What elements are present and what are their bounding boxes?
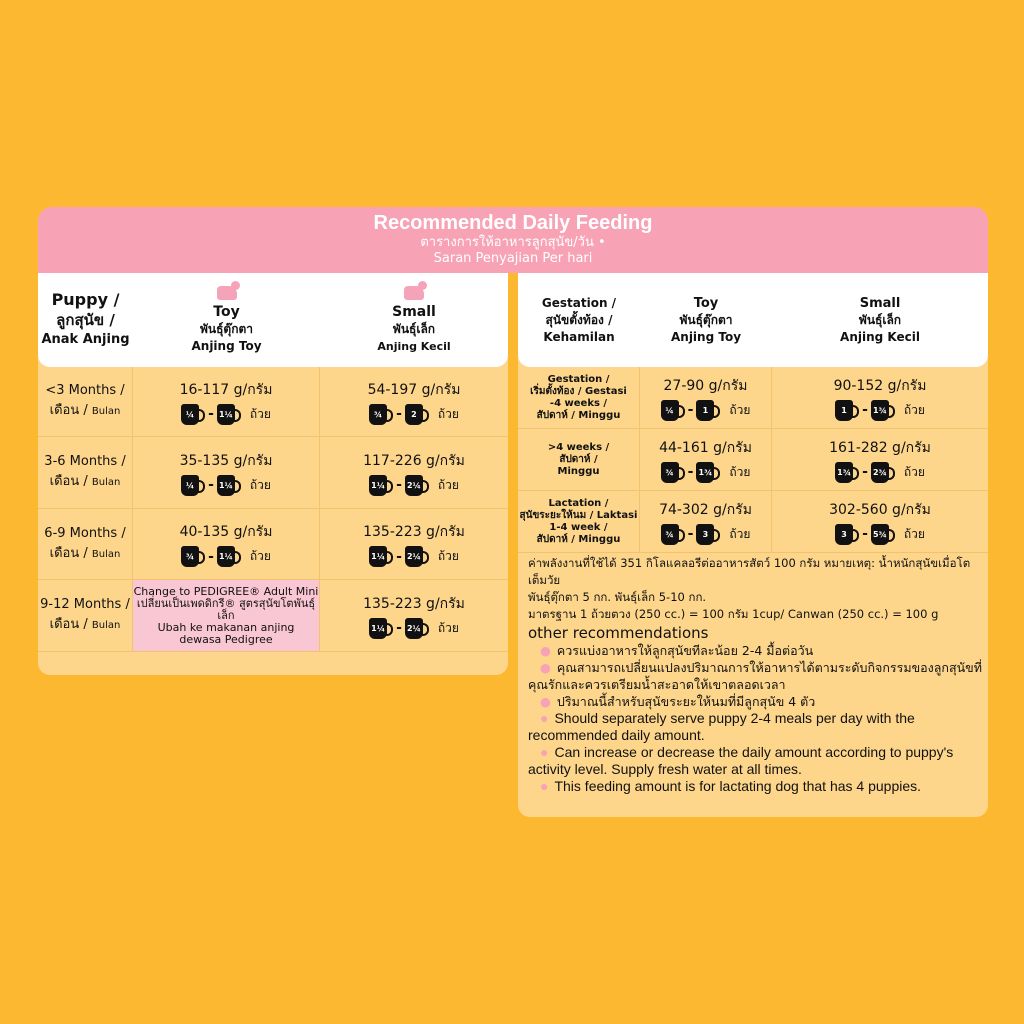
dash: -: [208, 548, 214, 565]
bullet-icon: ●: [540, 744, 549, 760]
cup-icon: 2¼: [405, 618, 423, 639]
toy-cell: [640, 429, 772, 490]
col-label: Small: [859, 295, 901, 311]
col-toy: [133, 273, 320, 367]
cup-icon: ¾: [661, 524, 679, 545]
cup-icon: 2: [405, 404, 423, 425]
recommendation-item: [528, 744, 983, 778]
dash: -: [862, 402, 868, 418]
cup-unit: ถ้วย: [249, 477, 271, 492]
toy-cell: [133, 437, 320, 508]
cup-icon: 1¾: [835, 462, 853, 483]
cup-note: มาตรฐาน 1 ถ้วยตวง (250 cc.) = 100 กรัม 1cup/ Canwan (250 cc.) = 100 g: [528, 607, 939, 621]
stage-label: สุนัขระยะให้นม / Laktasi: [519, 509, 638, 521]
cup-unit: ถ้วย: [249, 549, 271, 563]
col-label: พันธุ์เล็ก: [392, 321, 436, 336]
table-row: [518, 491, 988, 553]
cup-range: [369, 404, 459, 425]
col-label: พันธุ์ตุ๊กตา: [679, 312, 733, 327]
toy-cell: [640, 491, 772, 552]
recommendations-list: [528, 642, 983, 795]
table-row: [518, 367, 988, 429]
cup-icon: 1¼: [217, 546, 235, 567]
recommendation-item: [528, 693, 983, 710]
cup-icon: 3: [696, 524, 714, 545]
table-row: [38, 580, 508, 652]
dash: -: [862, 526, 868, 542]
stage-label: >4 weeks /: [547, 441, 610, 453]
cup-unit: ถ้วย: [903, 526, 925, 541]
small-cell: [320, 367, 508, 436]
unit-id: Bulan: [91, 620, 121, 631]
cup-icon: 1¼: [369, 546, 387, 567]
stage-label: 1-4 week /: [549, 521, 608, 533]
grams: 40-135 g/กรัม: [179, 524, 273, 540]
col-label: Small: [392, 303, 436, 320]
dash: -: [687, 464, 694, 480]
notes: [528, 555, 983, 795]
table-row: [38, 367, 508, 437]
cup-range: [661, 462, 751, 483]
unit-id: Bulan: [91, 477, 121, 488]
cup-icon: 1¼: [217, 404, 235, 425]
dash: -: [396, 406, 402, 422]
col-label: Puppy /: [51, 290, 120, 309]
col-label: สุนัขตั้งท้อง /: [545, 312, 613, 327]
stage-label: Gestation /: [547, 373, 610, 385]
bullet-icon: ●: [540, 710, 549, 726]
table-row: [518, 429, 988, 491]
title-banner: [38, 207, 988, 273]
bullet-icon: ●: [540, 660, 551, 675]
cup-range: [835, 524, 925, 545]
toy-cell: [640, 367, 772, 428]
stage-label: Minggu: [557, 465, 600, 477]
unit-th: เดือน /: [49, 545, 88, 561]
cup-icon: 1¾: [871, 400, 889, 421]
col-label: Kehamilan: [543, 329, 615, 344]
age-cell: [38, 580, 133, 651]
cup-icon: 1¼: [217, 475, 235, 496]
dash: -: [687, 526, 694, 542]
cup-unit: ถ้วย: [729, 464, 751, 479]
unit-th: เดือน /: [49, 617, 88, 632]
cup-icon: 1¼: [369, 475, 387, 496]
grams: 74-302 g/กรัม: [659, 501, 752, 518]
table-row: [38, 509, 508, 580]
puppy-table-header: [38, 273, 508, 367]
small-cell: [320, 580, 508, 651]
small-cell: [772, 491, 988, 552]
cup-range: [369, 618, 459, 639]
grams: 16-117 g/กรัม: [179, 381, 273, 398]
grams: 90-152 g/กรัม: [833, 377, 927, 394]
unit-th: เดือน /: [49, 474, 88, 489]
cup-icon: 1: [696, 400, 714, 421]
cup-unit: ถ้วย: [903, 464, 925, 479]
dog-icon: [404, 286, 424, 300]
cup-range: [661, 524, 751, 545]
col-label: Toy: [693, 295, 719, 311]
unit-th: เดือน /: [49, 403, 88, 418]
recommendation-item: [528, 642, 983, 659]
stage-label: เริ่มตั้งท้อง / Gestasi: [530, 385, 627, 397]
cup-range: [369, 546, 459, 567]
grams: 27-90 g/กรัม: [663, 377, 748, 394]
age: <3 Months /: [45, 383, 125, 398]
dash: -: [208, 406, 214, 422]
col-label: พันธุ์เล็ก: [858, 312, 902, 327]
puppy-table: [38, 273, 508, 675]
age: 3-6 Months /: [44, 454, 126, 469]
cup-range: [181, 404, 271, 425]
note-line: Change to PEDIGREE® Adult Mini: [133, 584, 319, 598]
col-label: Anjing Kecil: [377, 339, 451, 353]
cup-icon: ¼: [661, 400, 679, 421]
age-cell: [38, 509, 133, 579]
col-label: Gestation /: [541, 295, 617, 310]
cup-icon: ¾: [661, 462, 679, 483]
grams: 44-161 g/กรัม: [659, 439, 752, 456]
grams: 117-226 g/กรัม: [363, 452, 465, 469]
dash: -: [396, 620, 402, 636]
stage-label: สัปดาห์ / Minggu: [536, 409, 621, 421]
dog-icon: [217, 286, 237, 300]
toy-cell: [133, 367, 320, 436]
recommendation-text: ควรแบ่งอาหารให้ลูกสุนัขทีละน้อย 2-4 มื้อต่อวัน: [556, 643, 814, 658]
cup-range: [661, 400, 751, 421]
note-line: เปลี่ยนเป็นเพดดิกรี® สูตรสุนัขโตพันธุ์เล็ก: [136, 596, 316, 622]
cup-icon: ¾: [181, 546, 199, 567]
col-label: Anjing Toy: [670, 329, 742, 344]
small-cell: [772, 367, 988, 428]
stage-label: -4 weeks /: [549, 397, 608, 409]
grams: 161-282 g/กรัม: [829, 439, 931, 456]
grams: 35-135 g/กรัม: [179, 452, 273, 469]
cup-unit: ถ้วย: [729, 402, 751, 417]
recommendation-item: [528, 778, 983, 795]
dash: -: [687, 402, 694, 418]
cup-icon: 1: [835, 400, 853, 421]
toy-note-cell: [133, 580, 320, 651]
cup-icon: ¾: [369, 404, 387, 425]
dash: -: [396, 477, 402, 493]
cup-icon: 1¼: [369, 618, 387, 639]
age-cell: [38, 367, 133, 436]
recommendation-text: Should separately serve puppy 2-4 meals per day with the recommended daily amount.: [528, 710, 915, 743]
col-small: [772, 273, 988, 367]
cup-range: [835, 462, 925, 483]
dash: -: [208, 477, 214, 493]
recommendation-text: Can increase or decrease the daily amount according to puppy's activity level. Supply fresh water at all times.: [528, 744, 954, 777]
grams: 302-560 g/กรัม: [829, 501, 931, 518]
col-label: Anjing Toy: [191, 338, 262, 353]
recommendation-item: [528, 659, 983, 693]
col-small: [320, 273, 508, 367]
cup-icon: 2¾: [871, 462, 889, 483]
recommendation-text: ปริมาณนี้สำหรับสุนัขระยะให้นมที่มีลูกสุนัข 4 ตัว: [556, 694, 816, 709]
stage-label: Lactation /: [548, 497, 609, 509]
dash: -: [862, 464, 868, 480]
gestation-table: [518, 273, 988, 817]
cup-unit: ถ้วย: [437, 406, 459, 421]
stage-cell: [518, 491, 640, 552]
cup-unit: ถ้วย: [437, 549, 459, 563]
cup-range: [835, 400, 925, 421]
small-cell: [320, 437, 508, 508]
cup-range: [181, 546, 271, 567]
table-row: [38, 437, 508, 509]
note-line: dewasa Pedigree: [179, 632, 273, 646]
col-label: พันธุ์ตุ๊กตา: [199, 321, 254, 336]
col-label: Anak Anjing: [41, 332, 130, 347]
recommendations-heading: other recommendations: [528, 624, 709, 642]
unit-id: Bulan: [91, 406, 121, 417]
title: Recommended Daily Feeding: [373, 212, 653, 234]
cup-unit: ถ้วย: [729, 526, 751, 541]
cup-icon: 5¾: [871, 524, 889, 545]
age-cell: [38, 437, 133, 508]
stage-label: สัปดาห์ / Minggu: [536, 533, 621, 545]
dash: -: [396, 548, 402, 565]
grams: 135-223 g/กรัม: [363, 595, 465, 612]
bullet-icon: ●: [540, 778, 549, 794]
cup-unit: ถ้วย: [437, 477, 459, 492]
age: 6-9 Months /: [44, 525, 126, 541]
small-cell: [772, 429, 988, 490]
unit-id: Bulan: [91, 548, 121, 560]
grams: 135-223 g/กรัม: [363, 524, 465, 540]
cup-icon: 3: [835, 524, 853, 545]
col-label: ลูกสุนัข /: [56, 311, 115, 329]
note-line: Ubah ke makanan anjing: [157, 620, 295, 634]
recommendation-item: [528, 710, 983, 744]
stage-cell: [518, 429, 640, 490]
title-indo: Saran Penyajian Per hari: [433, 251, 593, 266]
grams: 54-197 g/กรัม: [367, 381, 461, 398]
stage-label: สัปดาห์ /: [559, 453, 598, 465]
recommendation-text: This feeding amount is for lactating dog that has 4 puppies.: [554, 778, 922, 794]
cup-range: [181, 475, 271, 496]
bullet-icon: ●: [540, 643, 551, 658]
cup-unit: ถ้วย: [249, 406, 271, 421]
energy-note: ค่าพลังงานที่ใช้ได้ 351 กิโลแคลอรีต่ออาหารสัตว์ 100 กรัม หมายเหตุ: น้ำหนักสุนัขเมื่อโตเต็มวัย: [528, 556, 971, 587]
cup-icon: 2¼: [405, 475, 423, 496]
col-label: Toy: [213, 303, 240, 320]
recommendation-text: คุณสามารถเปลี่ยนแปลงปริมาณการให้อาหารได้ตามระดับกิจกรรมของลูกสุนัขที่คุณรักและควรเตรียมน้ำสะอาดให้เขาตลอดเวลา: [528, 660, 982, 692]
toy-cell: [133, 509, 320, 579]
gestation-table-header: [518, 273, 988, 367]
bullet-icon: ●: [540, 694, 551, 709]
cup-icon: 1¾: [696, 462, 714, 483]
col-toy: [640, 273, 772, 367]
col-puppy: [38, 273, 133, 367]
cup-unit: ถ้วย: [903, 402, 925, 417]
small-cell: [320, 509, 508, 579]
cup-icon: ¼: [181, 475, 199, 496]
cup-range: [369, 475, 459, 496]
cup-icon: 2¼: [405, 546, 423, 567]
col-gestation: [518, 273, 640, 367]
title-thai: ตารางการให้อาหารลูกสุนัข/วัน •: [420, 235, 606, 250]
cup-icon: ¼: [181, 404, 199, 425]
stage-cell: [518, 367, 640, 428]
weight-note: พันธุ์ตุ๊กตา 5 กก. พันธุ์เล็ก 5-10 กก.: [528, 590, 707, 604]
col-label: Anjing Kecil: [840, 329, 920, 344]
age: 9-12 Months /: [40, 597, 130, 612]
cup-unit: ถ้วย: [437, 620, 459, 635]
